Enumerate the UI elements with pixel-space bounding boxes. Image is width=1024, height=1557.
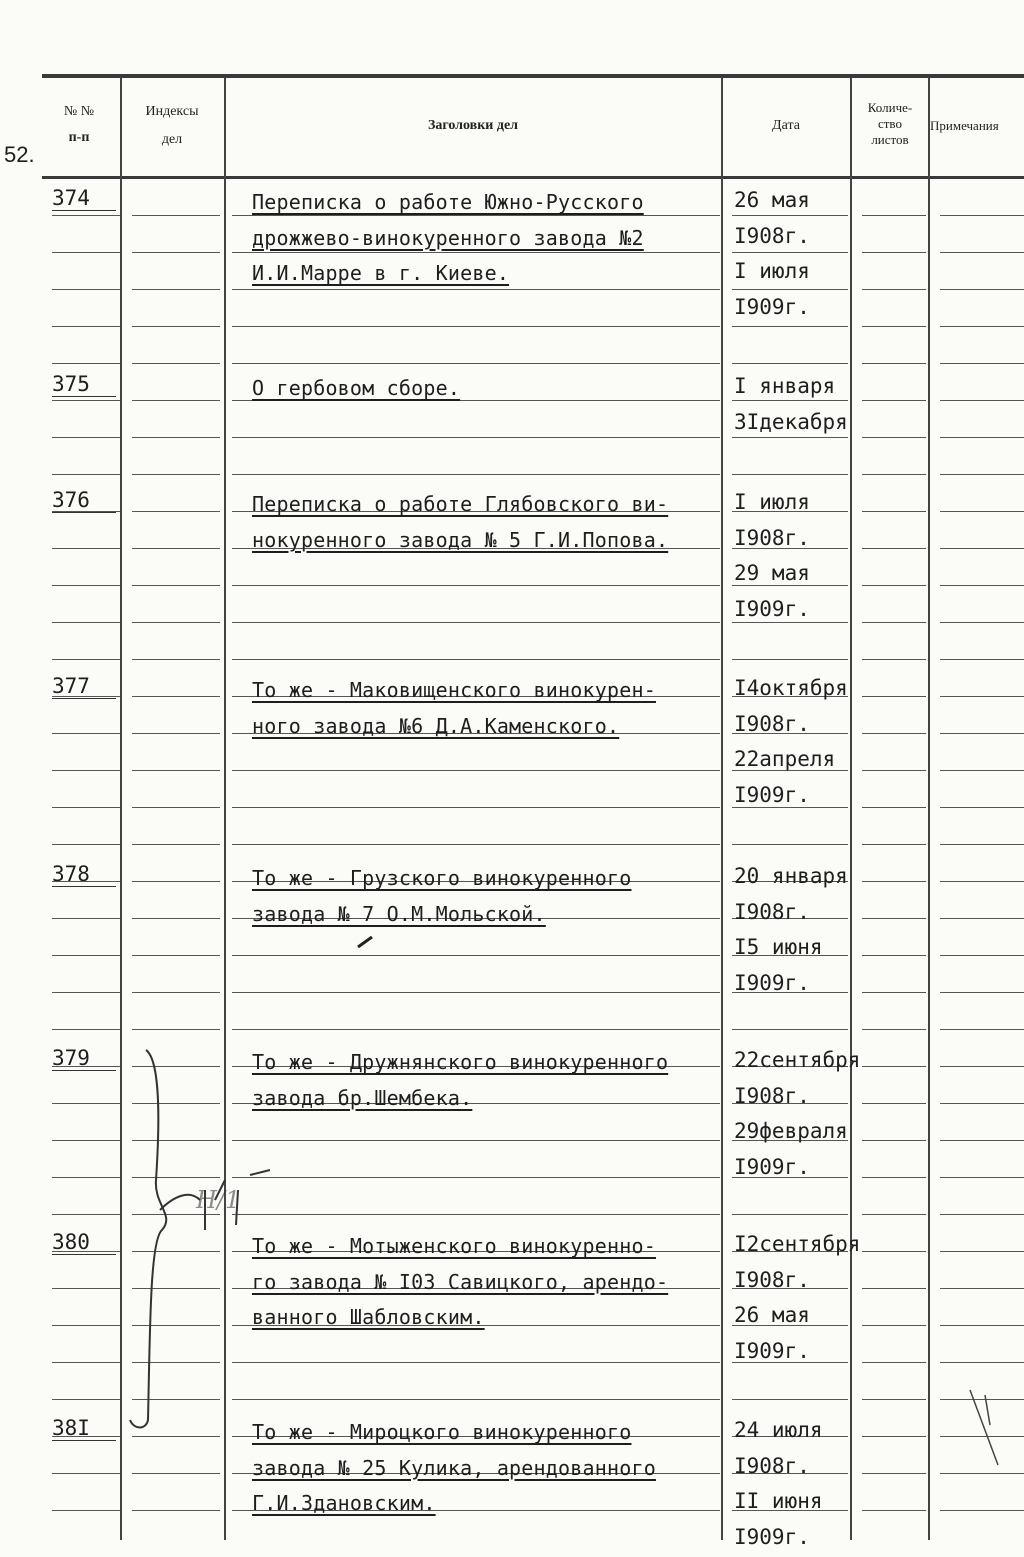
ruled-line — [52, 1325, 120, 1326]
case-title-line: нокуренного завода № 5 Г.И.Попова. — [252, 527, 669, 552]
ruled-line — [940, 1473, 1024, 1474]
ruled-line — [132, 918, 220, 919]
ruled-line — [940, 1177, 1024, 1178]
ruled-line — [232, 955, 720, 956]
ruled-line — [52, 622, 120, 623]
ruled-line — [862, 1436, 926, 1437]
ruled-line — [862, 1362, 926, 1363]
ruled-line — [52, 363, 120, 364]
ruled-line — [862, 1103, 926, 1104]
ruled-line — [52, 733, 120, 734]
ruled-line — [232, 1140, 720, 1141]
ruled-line — [862, 215, 926, 216]
ruled-line — [52, 1029, 120, 1030]
ruled-line — [862, 1140, 926, 1141]
case-title-line: завода № 25 Кулика, арендованного — [252, 1455, 656, 1480]
ruled-line — [232, 289, 720, 290]
ruled-line — [52, 548, 120, 549]
header-titles: Заголовки дел — [427, 118, 519, 133]
ruled-line — [52, 1510, 120, 1511]
case-date-line: I909г. — [734, 1524, 810, 1549]
ruled-line — [940, 511, 1024, 512]
ruled-line — [52, 1288, 120, 1289]
ruled-line — [940, 363, 1024, 364]
case-date-line: I908г. — [734, 223, 810, 248]
ruled-line — [862, 252, 926, 253]
ruled-line — [52, 1399, 120, 1400]
ruled-line — [940, 1399, 1024, 1400]
ruled-line — [862, 1399, 926, 1400]
ruled-line — [132, 363, 220, 364]
ruled-line — [940, 770, 1024, 771]
ruled-line — [52, 844, 120, 845]
ruled-line — [862, 622, 926, 623]
case-date-line: I908г. — [734, 899, 810, 924]
ruled-line — [862, 1473, 926, 1474]
column-divider — [224, 78, 226, 1540]
case-date-line: I908г. — [734, 525, 810, 550]
ruled-line — [232, 326, 720, 327]
ruled-line — [862, 881, 926, 882]
ruled-line — [732, 807, 848, 808]
ruled-line — [52, 1362, 120, 1363]
header-notes: Примечания — [930, 118, 999, 133]
case-date-line: I4октября — [734, 676, 848, 700]
ruled-line — [132, 807, 220, 808]
ruled-line — [862, 1251, 926, 1252]
ruled-line — [132, 252, 220, 253]
ruled-line — [732, 1214, 848, 1215]
ruled-line — [232, 400, 720, 401]
ruled-line — [232, 770, 720, 771]
ruled-line — [132, 1288, 220, 1289]
ruled-line — [52, 1214, 120, 1215]
case-number: 374 — [52, 186, 116, 211]
page-number: 52. — [4, 142, 35, 167]
case-date-line: I908г. — [734, 1083, 810, 1108]
case-date-line: I июля — [734, 259, 810, 283]
ruled-line — [862, 955, 926, 956]
ruled-line — [732, 585, 848, 586]
ruled-line — [132, 659, 220, 660]
case-date-line: I января — [734, 374, 836, 398]
ruled-line — [132, 511, 220, 512]
ruled-line — [132, 585, 220, 586]
ruled-line — [132, 1362, 220, 1363]
ruled-line — [732, 1399, 848, 1400]
ruled-line — [132, 1103, 220, 1104]
ruled-line — [132, 1510, 220, 1511]
ruled-line — [132, 1177, 220, 1178]
ruled-line — [862, 1029, 926, 1030]
ruled-line — [132, 1066, 220, 1067]
case-date-line: I5 июня — [734, 935, 823, 959]
ruled-line — [940, 622, 1024, 623]
case-date-line: II июня — [734, 1489, 823, 1513]
ruled-line — [732, 659, 848, 660]
ruled-line — [940, 1325, 1024, 1326]
ruled-line — [232, 437, 720, 438]
ruled-line — [940, 992, 1024, 993]
case-date-line: I909г. — [734, 596, 810, 621]
case-date-line: I908г. — [734, 711, 810, 736]
ruled-line — [862, 363, 926, 364]
column-divider — [120, 78, 122, 1540]
ruled-line — [52, 252, 120, 253]
ruled-line — [862, 918, 926, 919]
case-title-line: То же - Дружнянского винокуренного — [252, 1050, 669, 1074]
ruled-line — [132, 326, 220, 327]
ruled-line — [52, 215, 120, 216]
ruled-line — [232, 1399, 720, 1400]
ruled-line — [940, 400, 1024, 401]
ruled-line — [940, 1288, 1024, 1289]
case-number: 38I — [52, 1416, 116, 1441]
ruled-line — [862, 585, 926, 586]
ruled-line — [940, 1251, 1024, 1252]
ruled-line — [232, 807, 720, 808]
ruled-line — [232, 659, 720, 660]
case-title-line: Г.И.Здановским. — [252, 1491, 436, 1515]
ruled-line — [862, 1510, 926, 1511]
case-title-line: го завода № I03 Савицкого, арендо- — [252, 1269, 669, 1294]
ruled-line — [732, 437, 848, 438]
case-number: 378 — [52, 862, 116, 887]
ruled-line — [52, 400, 120, 401]
ruled-line — [940, 585, 1024, 586]
ruled-line — [940, 1103, 1024, 1104]
ruled-line — [862, 1325, 926, 1326]
ruled-line — [862, 1177, 926, 1178]
ruled-line — [132, 289, 220, 290]
ruled-line — [52, 585, 120, 586]
ruled-line — [232, 252, 720, 253]
case-number: 379 — [52, 1046, 116, 1071]
ruled-line — [52, 955, 120, 956]
ruled-line — [132, 1140, 220, 1141]
case-title-line: Переписка о работе Глябовского ви- — [252, 492, 669, 516]
ruled-line — [232, 844, 720, 845]
case-title-line: О гербовом сборе. — [252, 376, 461, 400]
ruled-line — [132, 955, 220, 956]
case-number: 377 — [52, 674, 116, 699]
ruled-line — [132, 1214, 220, 1215]
ruled-line — [940, 955, 1024, 956]
ruled-line — [862, 326, 926, 327]
ruled-line — [862, 437, 926, 438]
ruled-line — [862, 1288, 926, 1289]
ruled-line — [232, 622, 720, 623]
ruled-line — [862, 1066, 926, 1067]
ruled-line — [132, 622, 220, 623]
case-title-line: Переписка о работе Южно-Русского — [252, 190, 644, 214]
ruled-line — [52, 770, 120, 771]
ruled-line — [732, 1029, 848, 1030]
header-date: Дата — [772, 118, 800, 133]
ruled-line — [52, 1177, 120, 1178]
ruled-line — [940, 733, 1024, 734]
ruled-line — [862, 807, 926, 808]
ruled-line — [132, 881, 220, 882]
ruled-line — [232, 1362, 720, 1363]
column-divider — [850, 78, 852, 1540]
ruled-line — [940, 474, 1024, 475]
ruled-line — [232, 215, 720, 216]
column-divider — [928, 78, 930, 1540]
ruled-line — [132, 1436, 220, 1437]
ruled-line — [132, 992, 220, 993]
ruled-line — [732, 215, 848, 216]
ruled-line — [940, 1362, 1024, 1363]
ruled-line — [862, 659, 926, 660]
ruled-line — [940, 881, 1024, 882]
ruled-line — [52, 1473, 120, 1474]
ruled-line — [940, 1029, 1024, 1030]
case-date-line: 22апреля — [734, 747, 836, 771]
ruled-line — [940, 844, 1024, 845]
ruled-line — [232, 1177, 720, 1178]
ruled-line — [732, 844, 848, 845]
ruled-line — [132, 844, 220, 845]
case-date-line: I909г. — [734, 294, 810, 319]
ruled-line — [940, 1214, 1024, 1215]
ruled-line — [132, 437, 220, 438]
ruled-line — [862, 1214, 926, 1215]
case-title-line: То же - Маковищенского винокурен- — [252, 678, 656, 702]
ruled-line — [232, 992, 720, 993]
ruled-line — [132, 1325, 220, 1326]
column-divider — [721, 78, 723, 1540]
case-date-line: 3Iдекабря — [734, 409, 848, 434]
ruled-line — [862, 733, 926, 734]
case-title-line: То же - Мироцкого винокуренного — [252, 1420, 632, 1444]
ruled-line — [52, 326, 120, 327]
case-date-line: 29 мая — [734, 561, 810, 585]
case-date-line: I909г. — [734, 782, 810, 807]
case-title-line: И.И.Марре в г. Киеве. — [252, 261, 510, 285]
header-count: Количе- ство листов — [867, 100, 913, 147]
ruled-line — [52, 1103, 120, 1104]
ruled-line — [52, 807, 120, 808]
ruled-line — [232, 1029, 720, 1030]
ruled-line — [52, 437, 120, 438]
ruled-line — [132, 1251, 220, 1252]
case-number: 380 — [52, 1230, 116, 1255]
case-date-line: I908г. — [734, 1453, 810, 1478]
ruled-line — [132, 1399, 220, 1400]
ruled-line — [732, 326, 848, 327]
header-index: Индексы дел — [145, 104, 199, 147]
ruled-line — [232, 1214, 720, 1215]
ruled-line — [940, 252, 1024, 253]
ruled-line — [132, 770, 220, 771]
ruled-line — [862, 992, 926, 993]
ruled-line — [52, 1140, 120, 1141]
case-title-line: То же - Мотыженского винокуренно- — [252, 1234, 656, 1258]
ruled-line — [52, 918, 120, 919]
ruled-line — [132, 215, 220, 216]
ruled-line — [940, 289, 1024, 290]
ruled-line — [940, 1140, 1024, 1141]
ruled-line — [232, 363, 720, 364]
ruled-line — [940, 1510, 1024, 1511]
ruled-line — [862, 770, 926, 771]
ruled-line — [940, 437, 1024, 438]
ruled-line — [940, 215, 1024, 216]
ruled-line — [940, 1066, 1024, 1067]
case-date-line: I2сентября — [734, 1232, 861, 1256]
ruled-line — [732, 252, 848, 253]
case-title-line: То же - Грузского винокуренного — [252, 866, 632, 890]
ruled-line — [732, 622, 848, 623]
ruled-line — [862, 696, 926, 697]
ruled-line — [132, 1029, 220, 1030]
ruled-line — [862, 511, 926, 512]
ruled-line — [940, 326, 1024, 327]
ruled-line — [940, 1436, 1024, 1437]
ruled-line — [132, 548, 220, 549]
case-date-line: 29февраля — [734, 1119, 848, 1143]
ruled-line — [732, 474, 848, 475]
ruled-line — [232, 585, 720, 586]
ruled-line — [132, 474, 220, 475]
case-date-line: I909г. — [734, 1338, 810, 1363]
ruled-line — [940, 696, 1024, 697]
case-title-line: дрожжево-винокуренного завода №2 — [252, 225, 644, 250]
ruled-line — [52, 474, 120, 475]
case-title-line: завода № 7 О.М.Мольской. — [252, 901, 546, 926]
case-number: 375 — [52, 372, 116, 397]
case-number: 376 — [52, 488, 116, 513]
ruled-line — [732, 363, 848, 364]
ruled-line — [940, 807, 1024, 808]
ruled-line — [862, 474, 926, 475]
ruled-line — [232, 474, 720, 475]
ruled-line — [132, 400, 220, 401]
ruled-line — [132, 696, 220, 697]
ruled-line — [732, 400, 848, 401]
case-date-line: I июля — [734, 490, 810, 514]
ruled-line — [132, 1473, 220, 1474]
case-date-line: 26 мая — [734, 1303, 810, 1327]
ruled-line — [862, 289, 926, 290]
handwritten-mark: Н/1 — [196, 1186, 241, 1214]
case-date-line: 26 мая — [734, 188, 810, 212]
ruled-line — [940, 548, 1024, 549]
header-bottom-rule — [42, 176, 1024, 179]
ruled-line — [862, 844, 926, 845]
header-num: № № п-п — [63, 104, 95, 145]
case-date-line: 20 января — [734, 864, 848, 888]
ruled-line — [940, 659, 1024, 660]
ruled-line — [862, 400, 926, 401]
case-title-line: завода бр.Шембека. — [252, 1085, 473, 1110]
ruled-line — [132, 733, 220, 734]
case-date-line: I908г. — [734, 1267, 810, 1292]
ruled-line — [940, 918, 1024, 919]
ruled-line — [52, 992, 120, 993]
case-date-line: I909г. — [734, 1154, 810, 1179]
case-title-line: ного завода №6 Д.А.Каменского. — [252, 713, 620, 738]
ruled-line — [862, 548, 926, 549]
case-title-line: ванного Шабловским. — [252, 1305, 485, 1329]
top-rule — [42, 74, 1024, 78]
ruled-line — [52, 659, 120, 660]
case-date-line: 24 июля — [734, 1418, 823, 1442]
ruled-line — [732, 289, 848, 290]
case-date-line: 22сентября — [734, 1048, 861, 1072]
ruled-line — [52, 289, 120, 290]
case-date-line: I909г. — [734, 970, 810, 995]
